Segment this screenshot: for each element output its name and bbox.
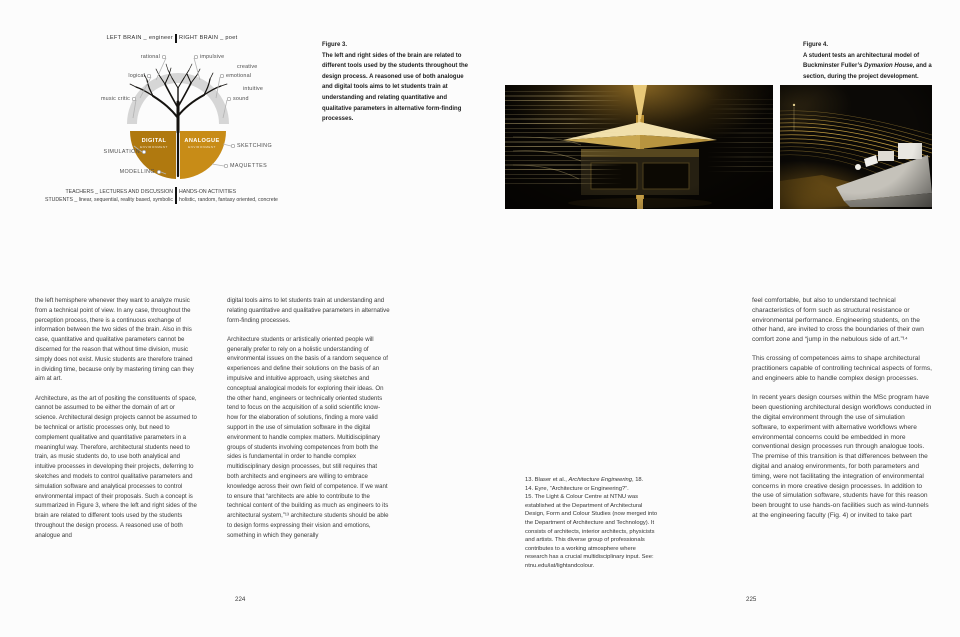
- legend-divider-bar: [175, 187, 177, 204]
- paragraph: Architecture, as the art of positing the constituents of space, cannot be assumed to be either the domain of art or science. Architectural design projects cannot be assumed to be technical or artistic processes only, but need to complement qualitative and quantitative parameters in a meaningful way. Therefore, architectural students need to train, as music students do, to use both analytical and intuitive processes in developing their projects, deferring to sketches and models to control qualitative parameters and simulation software and analytical processes to control environmental impact of their proposals. Such a concept is summarized in Figure 3, where the left and right sides of the brain are related to different tools used by the students throughout the design process. A reasoned use of both analogue and: [35, 394, 197, 539]
- footnote-13-title: Architecture Engineering: [568, 477, 632, 483]
- photo1-vignette: [505, 85, 773, 209]
- footnote-13-pre: 13. Blaser et al.,: [525, 477, 569, 483]
- label-modelling: MODELLING: [119, 169, 155, 175]
- wind-tunnel-model-photo: [505, 85, 773, 209]
- label-logical: logical: [128, 73, 145, 79]
- analogue-wedge-title: ANALOGUE: [184, 138, 220, 144]
- footnote-13: [525, 476, 659, 485]
- paragraph: feel comfortable, but also to understand technical characteristics of form such as structural resistance or environmental performance. Engineering students, on the other hand, are invited to cross the boundaries of their own comfort zone and “jump in the nebulous side of art.”¹⁴: [752, 297, 924, 344]
- paragraph: digital tools aims to let students train at understanding and relating quantitative and qualitative parameters in alternative form-finding processes.: [227, 297, 390, 324]
- legend-teachers: TEACHERS _ LECTURES AND DISCUSSION: [65, 189, 173, 195]
- left-page-column-1: [35, 296, 197, 550]
- right-brain-header: RIGHT BRAIN _ poet: [179, 35, 238, 41]
- brain-hemispheres-diagram: [40, 32, 332, 214]
- digital-wedge-subtitle: ENVIRONMENT: [140, 145, 168, 149]
- paragraph: Architecture students or artistically oriented people will generally prefer to rely on a holistic understanding of environmental issues on the basis of a random sequence of experiences and define their solutions on the basis of an impulsive and intuitive approach, using sketches and conceptual analogical models for exploring their ideas. On the other hand, engineers or technically oriented students tend to focus on the acquisition of a solid scientific know-how for the elaboration of solutions, finding a more valid support in the use of simulation software in the digital environment to handle complex matters. Multidisciplinary groups of students involving competences from both the sides is fundamental in order to handle complex multidisciplinary design processes, but still requires that both architects and engineers are willing to embrace knowledge across their own field of competence. If we want to ensure that “architects are able to contribute to the technical content of the building as much as engineers to its architectural system,”¹³ architecture students should be able to design forms expressing their vision and emotions, something in which they generally: [227, 335, 389, 539]
- page-number-right: 225: [746, 596, 757, 603]
- footnote-14: 14. Eyre, “Architecture or Engineering?”.: [525, 485, 629, 492]
- figure3-caption-text: The left and right sides of the brain are related to different tools used by the students throughout the design process. A reasoned use of both analogue and digital tools aims to let students train at understanding and relating quantitative and qualitative parameters in alternative form-finding processes.: [322, 52, 468, 123]
- header-divider-bar: [175, 34, 177, 43]
- page-number-left: 224: [235, 596, 246, 603]
- label-creative: creative: [237, 64, 258, 70]
- label-emotional: emotional: [226, 73, 252, 79]
- figure4-caption-post: , and a section, during the project development.: [803, 63, 932, 80]
- figure4-caption-pre: A student tests an architectural model of Buckminster Fuller’s: [803, 52, 920, 70]
- paragraph: This crossing of competences aims to shape architectural practitioners capable of controlling technical aspects of forms, and engineers able to handle complex design processes.: [752, 355, 932, 383]
- label-sound: sound: [233, 96, 249, 102]
- figure4-caption: [803, 40, 955, 82]
- section-streamlines-photo: [780, 85, 932, 209]
- legend-students: STUDENTS _ linear, sequential, reality based, symbolic: [44, 197, 173, 203]
- figure4-label: Figure 4.: [803, 42, 829, 48]
- label-simulation: SIMULATION: [103, 149, 140, 155]
- photo2-vignette: [780, 85, 932, 209]
- label-intuitive: intuitive: [243, 86, 264, 92]
- analogue-wedge-subtitle: ENVIRONMENT: [188, 145, 216, 149]
- left-brain-header: LEFT BRAIN _ engineer: [106, 35, 173, 41]
- label-music-critic: music critic: [100, 96, 130, 102]
- paragraph: In recent years design courses within the MSc program have been questioning architectural design workflows conducted in the digital environment through the use of simulation software, to experiment with alternative workflows where environmental concerns could be embedded in more conventional design processes run through analogue tools. The premise of this transition is that differences between the digital and analog environments, for both parameters and timing, were not facilitating the integration of environmental concerns in more creative design processes. In addition to the use of simulation software, students have for this reason been brought to use hands-on facilities such as wind-tunnels at the engineering faculty (Fig. 4) or invited to take part: [752, 394, 932, 519]
- legend-holistic: holistic, random, fantasy oriented, concrete: [179, 197, 278, 203]
- figure4-caption-italic: Dymaxion House: [864, 63, 913, 70]
- label-sketching: SKETCHING: [237, 143, 273, 149]
- footnote-15: 15. The Light & Colour Centre at NTNU was established at the Department of Architectural Design, Form and Colour Studies (now merged into the Department of Architecture and Technology). It consists of architects, interior architects, physicists and artists. This diverse group of professionals contributes to a working atmosphere where research has a crucial multidisciplinary input. See: ntnu.edu/iat/lightandcolour.: [525, 494, 658, 569]
- label-rational: rational: [140, 54, 160, 60]
- figure3-caption: [322, 40, 474, 125]
- footnotes-block: [525, 476, 659, 571]
- figure3-label: Figure 3.: [322, 42, 348, 48]
- label-maquettes: MAQUETTES: [230, 163, 268, 169]
- digital-wedge-title: DIGITAL: [141, 138, 167, 144]
- left-page-column-2: [227, 296, 390, 550]
- right-page-column: [752, 296, 933, 530]
- paragraph: the left hemisphere whenever they want to analyze music from a technical point of view. In any case, throughout the perception process, there is a continuous exchange of information between the two sides of the brain. Also in this case, quantitative and qualitative parameters cannot be discerned for the reason that without time division, music simply does not exist. Music students are therefore trained in dividing time, because only by mastering timing can they aim at art.: [35, 297, 194, 383]
- legend-hands-on: HANDS-ON ACTIVITIES: [179, 189, 237, 195]
- footnote-13-post: , 18.: [631, 477, 644, 483]
- label-impulsive: impulsive: [200, 54, 225, 60]
